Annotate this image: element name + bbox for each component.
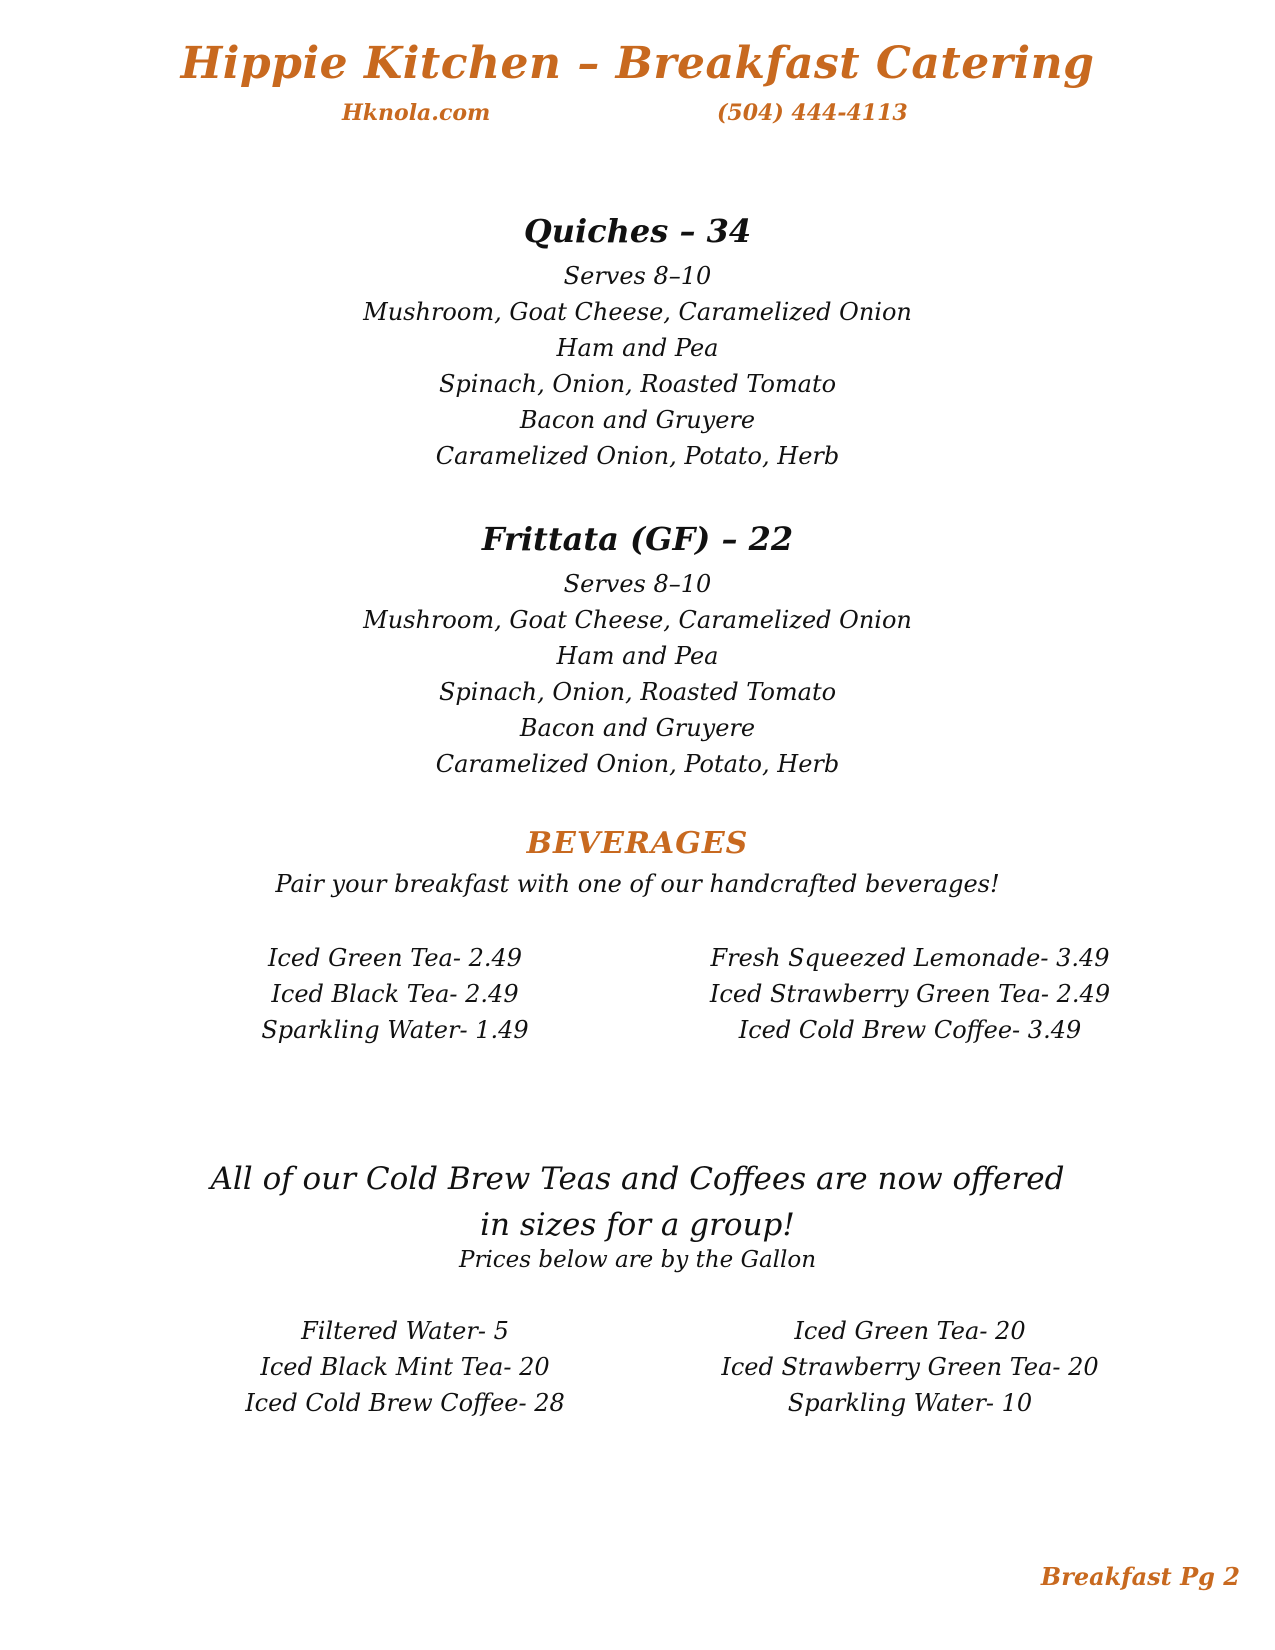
frittata-serves: Serves 8–10 [563,570,712,598]
list-item: Caramelized Onion, Potato, Herb [435,442,840,470]
list-item: Iced Black Mint Tea- 20 [260,1353,550,1381]
list-item: Iced Cold Brew Coffee- 28 [245,1389,565,1417]
group-heading [0,1156,1275,1248]
list-item: Iced Strawberry Green Tea- 2.49 [709,980,1111,1008]
list-item: Iced Strawberry Green Tea- 20 [721,1353,1099,1381]
list-item: Sparkling Water- 1.49 [261,1016,529,1044]
beverages-intro: Pair your breakfast with one of our handcrafted beverages! [275,870,1000,898]
list-item: Ham and Pea [556,334,719,362]
beverages-right-column [660,940,1160,1048]
group-subtitle: Prices below are by the Gallon [458,1247,817,1273]
frittata-list [0,566,1275,782]
list-item: Fresh Squeezed Lemonade- 3.49 [710,944,1110,972]
list-item: Iced Green Tea- 20 [794,1317,1026,1345]
list-item: Filtered Water- 5 [301,1317,509,1345]
quiches-heading: Quiches – 34 [523,212,752,250]
group-heading-line-2: in sizes for a group! [480,1207,795,1243]
group-right-column [680,1313,1140,1421]
list-item: Bacon and Gruyere [519,406,756,434]
beverages-heading: BEVERAGES [526,826,749,861]
list-item: Iced Black Tea- 2.49 [271,980,519,1008]
list-item: Iced Green Tea- 2.49 [267,944,523,972]
website-link[interactable]: Hknola.com [342,100,491,126]
quiches-serves: Serves 8–10 [563,262,712,290]
group-left-column [215,1313,595,1421]
list-item: Spinach, Onion, Roasted Tomato [438,370,837,398]
list-item: Iced Cold Brew Coffee- 3.49 [738,1016,1082,1044]
quiches-list [0,258,1275,474]
list-item: Mushroom, Goat Cheese, Caramelized Onion [363,298,912,326]
list-item: Ham and Pea [556,642,719,670]
beverages-left-column [215,940,575,1048]
list-item: Caramelized Onion, Potato, Herb [435,750,840,778]
group-heading-line-1: All of our Cold Brew Teas and Coffees are now offered [210,1161,1065,1197]
list-item: Sparkling Water- 10 [787,1389,1033,1417]
page-number: Breakfast Pg 2 [1040,1562,1240,1591]
list-item: Bacon and Gruyere [519,714,756,742]
frittata-heading: Frittata (GF) – 22 [481,520,794,558]
page-title: Hippie Kitchen – Breakfast Catering [180,38,1095,89]
phone-number: (504) 444-4113 [717,100,908,126]
list-item: Mushroom, Goat Cheese, Caramelized Onion [363,606,912,634]
list-item: Spinach, Onion, Roasted Tomato [438,678,837,706]
